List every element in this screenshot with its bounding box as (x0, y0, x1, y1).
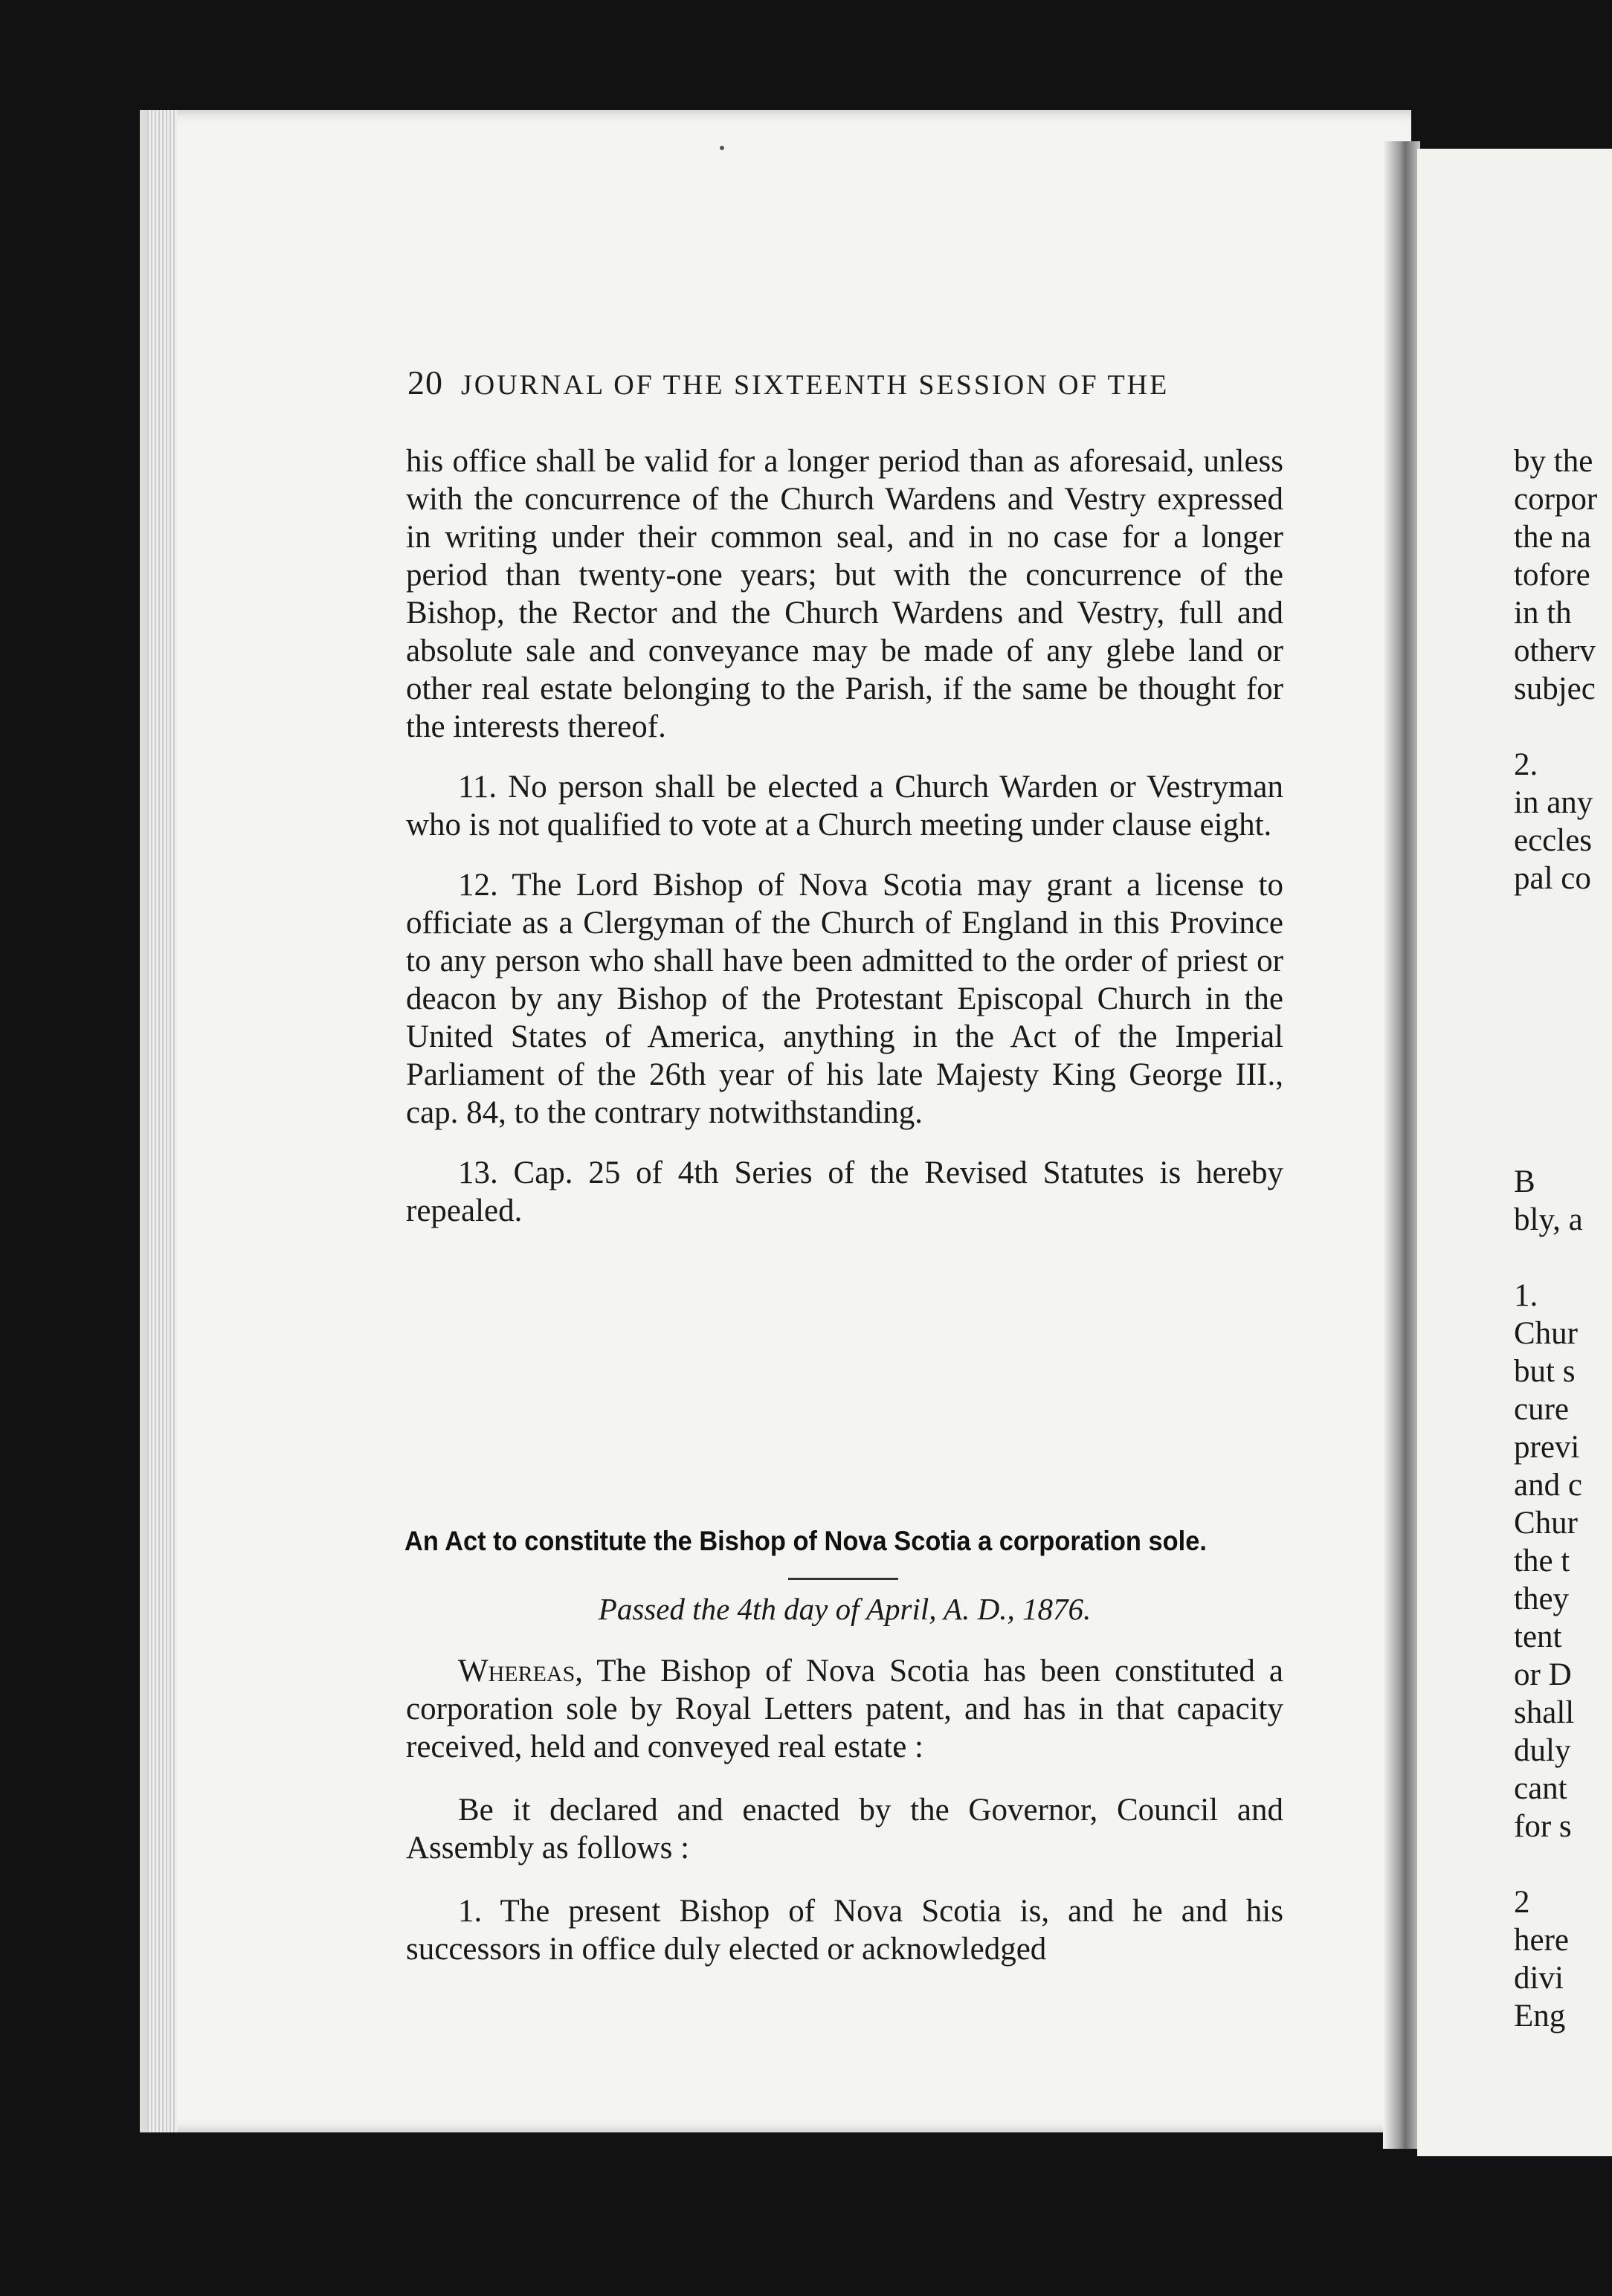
act-section-1: 1. The present Bishop of Nova Scotia is, and he and his successors in office duly elected or acknowledged (406, 1894, 1283, 1967)
right-page-line (1514, 897, 1611, 935)
act-text (406, 1652, 1283, 1968)
right-page-line: Chur (1514, 1316, 1578, 1351)
act-title: An Act to constitute the Bishop of Nova Scotia a corporation sole. (404, 1526, 1207, 1556)
right-page-line: subjec (1514, 671, 1596, 706)
right-page-line: shall (1514, 1695, 1575, 1730)
right-page-line: here (1514, 1923, 1569, 1958)
right-page-line: or D (1514, 1657, 1572, 1692)
right-page-line (1514, 1239, 1611, 1277)
right-page-line (1514, 1845, 1611, 1883)
right-page-line: and c (1514, 1468, 1582, 1503)
right-page-line: 2 (1514, 1885, 1530, 1920)
right-page-line: they (1514, 1581, 1570, 1616)
right-page-line: but s (1514, 1354, 1576, 1389)
divider-rule (788, 1578, 898, 1580)
right-page-line: previ (1514, 1430, 1580, 1465)
right-page-line: 2. (1514, 747, 1538, 782)
section-12: 12. The Lord Bishop of Nova Scotia may grant a license to officiate as a Clergyman of the Church of England in this Province to any person who shall have been admitted to the order of priest or deacon by any Bishop of the Protestant Episcopal Church in the United States of America, anything in the Act of the Imperial Parliament of the 26th year of his late Majesty King George III., cap. 84, to the contrary notwithstanding. (406, 868, 1283, 1130)
right-page-line (1514, 973, 1611, 1011)
right-page-line (1514, 1087, 1611, 1125)
right-page-line: divi (1514, 1961, 1564, 1996)
right-page-line: Eng (1514, 1999, 1566, 2034)
right-page-line (1514, 1125, 1611, 1163)
right-page-text (1514, 442, 1611, 2035)
whereas-paragraph (406, 1652, 1283, 1766)
right-page-line: by the (1514, 444, 1593, 479)
right-page-line (1514, 1049, 1611, 1087)
right-page-line: tofore (1514, 558, 1590, 593)
right-page-line: corpor (1514, 482, 1598, 517)
speck (720, 146, 724, 150)
running-title: JOURNAL OF THE SIXTEENTH SESSION OF THE (461, 370, 1170, 401)
right-page-line: cure (1514, 1392, 1569, 1427)
right-page-line: Chur (1514, 1506, 1578, 1541)
right-page-line (1514, 1011, 1611, 1049)
enacting-clause: Be it declared and enacted by the Governor, Council and Assembly as follows : (406, 1793, 1283, 1866)
right-page-line: pal co (1514, 861, 1591, 896)
right-page-line (1514, 708, 1611, 746)
right-page-line: bly, a (1514, 1202, 1583, 1237)
right-page-line: in any (1514, 785, 1593, 820)
right-page-line: cant (1514, 1771, 1567, 1806)
whereas-word: Whereas, (458, 1654, 584, 1689)
right-page-line: otherv (1514, 633, 1596, 668)
passed-date: Passed the 4th day of April, A. D., 1876. (598, 1592, 1092, 1626)
whereas-text: The Bishop of Nova Scotia has been constituted a corporation sole by Royal Letters patent, and has in that capacity received, held and conveyed real estate : (406, 1654, 1283, 1764)
continued-paragraph: his office shall be valid for a longer period than as aforesaid, unless with the concurrence of the Church Wardens and Vestry expressed in writing under their common seal, and in no case for a longer period than twenty-one years; but with the concurrence of the Bishop, the Rector and the Church Wardens and Vestry, full and absolute sale and conveyance may be made of any glebe land or other real estate belonging to the Parish, if the same be thought for the interests thereof. (406, 444, 1283, 744)
right-page-line: for s (1514, 1809, 1572, 1844)
right-page-line: in th (1514, 596, 1572, 631)
right-page-line: the na (1514, 520, 1591, 555)
section-13: 13. Cap. 25 of 4th Series of the Revised Statutes is hereby repealed. (406, 1155, 1283, 1228)
page-number: 20 (407, 364, 443, 402)
right-page-line: tent (1514, 1619, 1562, 1654)
main-text (406, 442, 1283, 1230)
book-gutter (1383, 141, 1420, 2149)
right-page-line: B (1514, 1164, 1535, 1199)
right-page-line: 1. (1514, 1278, 1538, 1313)
right-page-line (1514, 935, 1611, 973)
right-page-line: the t (1514, 1544, 1570, 1578)
right-page-line: duly (1514, 1733, 1571, 1768)
right-page-line: eccles (1514, 823, 1593, 858)
running-header (407, 363, 1285, 402)
section-11: 11. No person shall be elected a Church Warden or Vestryman who is not qualified to vote at a Church meeting under clause eight. (406, 770, 1283, 842)
